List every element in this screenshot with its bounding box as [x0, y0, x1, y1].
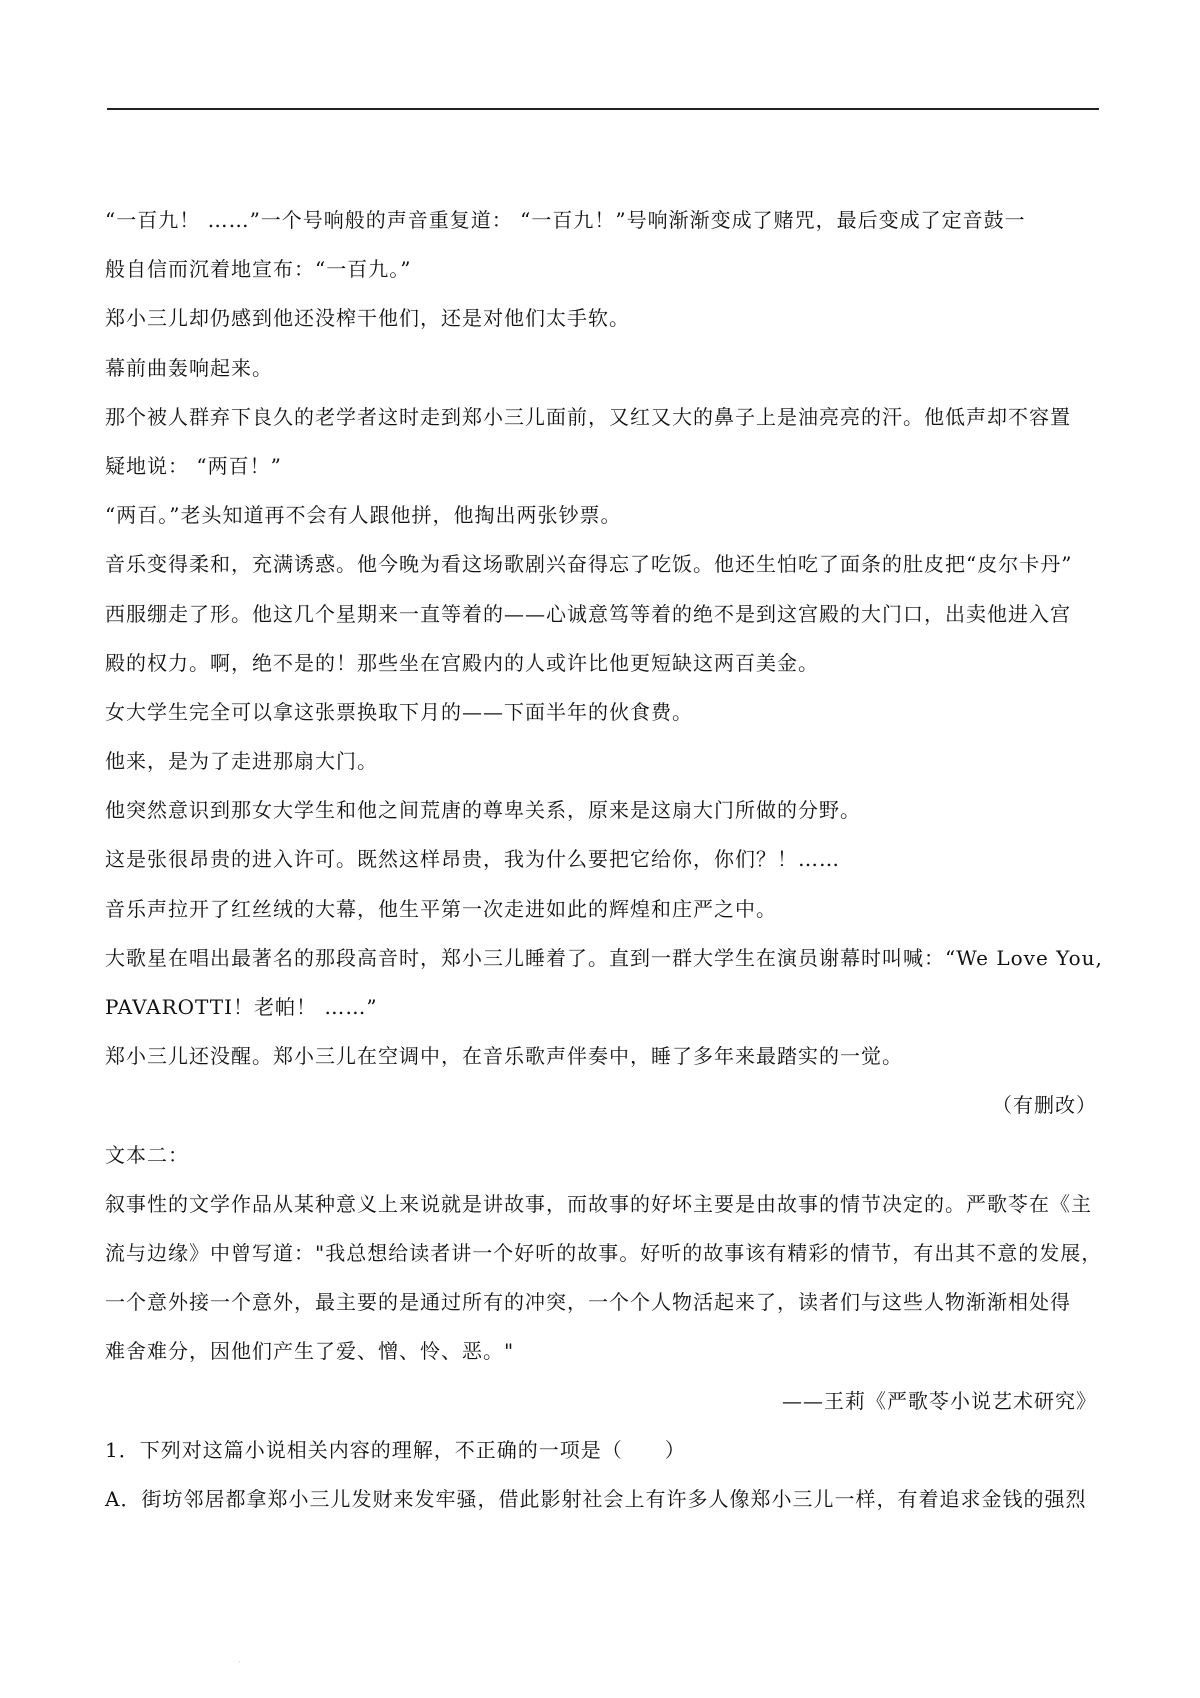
paragraph-line: 女大学生完全可以拿这张票换取下月的——下面半年的伙食费。	[105, 699, 693, 724]
paragraph-line: 西服绷走了形。他这几个星期来一直等着的——心诚意笃等着的绝不是到这宫殿的大门口，出卖他进入宫	[105, 601, 1071, 626]
paragraph-line: 他突然意识到那女大学生和他之间荒唐的尊卑关系，原来是这扇大门所做的分野。	[105, 798, 861, 823]
paragraph-line: “两百。”老头知道再不会有人跟他拼，他掏出两张钞票。	[105, 503, 622, 528]
paragraph-line: 这是张很昂贵的进入许可。既然这样昂贵，我为什么要把它给你，你们？！……	[105, 847, 840, 872]
paragraph-line: 幕前曲轰响起来。	[105, 355, 273, 380]
citation: ——王莉《严歌苓小说艺术研究》	[782, 1388, 1097, 1413]
question-1: 1．下列对这篇小说相关内容的理解，不正确的一项是（ ）	[105, 1437, 686, 1462]
text2-line: 一个意外接一个意外，最主要的是通过所有的冲突，一个个人物活起来了，读者们与这些人物渐渐相处得	[105, 1290, 1071, 1315]
text2-line: 叙事性的文学作品从某种意义上来说就是讲故事，而故事的好坏主要是由故事的情节决定的。严歌苓在《主	[105, 1191, 1092, 1216]
text2-line: 难舍难分，因他们产生了爱、憎、怜、恶。"	[105, 1339, 515, 1364]
paragraph-line: 疑地说： “两百！”	[105, 453, 282, 478]
document-body	[105, 196, 1103, 1524]
paragraph-line: “一百九！ ……”一个号响般的声音重复道： “一百九！”号响渐渐变成了赌咒，最后变成了定音鼓一	[105, 208, 1026, 232]
paragraph-line: 郑小三儿却仍感到他还没榨干他们，还是对他们太手软。	[105, 306, 630, 331]
paragraph-line: 音乐声拉开了红丝绒的大幕，他生平第一次走进如此的辉煌和庄严之中。	[105, 896, 777, 921]
paragraph-line: 郑小三儿还没醒。郑小三儿在空调中，在音乐歌声伴奏中，睡了多年来最踏实的一觉。	[105, 1044, 903, 1069]
paragraph-line: PAVAROTTI！老帕！ ……”	[105, 995, 378, 1019]
option-a: A．街坊邻居都拿郑小三儿发财来发牢骚，借此影射社会上有许多人像郑小三儿一样，有着追求金钱的强烈	[105, 1486, 1087, 1511]
text2-line: 流与边缘》中曾写道："我总想给读者讲一个好听的故事。好听的故事该有精彩的情节，有出其不意的发展，	[105, 1240, 1103, 1265]
page-dot-mark: ·	[238, 1658, 241, 1667]
paragraph-line: 音乐变得柔和，充满诱惑。他今晚为看这场歌剧兴奋得忘了吃饭。他还生怕吃了面条的肚皮把“皮尔卡丹”	[105, 552, 1073, 577]
paragraph-line: 他来，是为了走进那扇大门。	[105, 749, 378, 774]
paragraph-line: 那个被人群弃下良久的老学者这时走到郑小三儿面前，又红又大的鼻子上是油亮亮的汗。他低声却不容置	[105, 404, 1071, 429]
paragraph-line: 殿的权力。啊，绝不是的！那些坐在宫殿内的人或许比他更短缺这两百美金。	[105, 650, 819, 675]
text2-label: 文本二：	[105, 1142, 189, 1167]
revision-note: （有删改）	[992, 1093, 1097, 1118]
paragraph-line: 大歌星在唱出最著名的那段高音时，郑小三儿睡着了。直到一群大学生在演员谢幕时叫喊：“We Love You,	[105, 945, 1103, 970]
header-rule	[107, 108, 1099, 110]
paragraph-line: 般自信而沉着地宣布：“一百九。”	[105, 257, 412, 282]
